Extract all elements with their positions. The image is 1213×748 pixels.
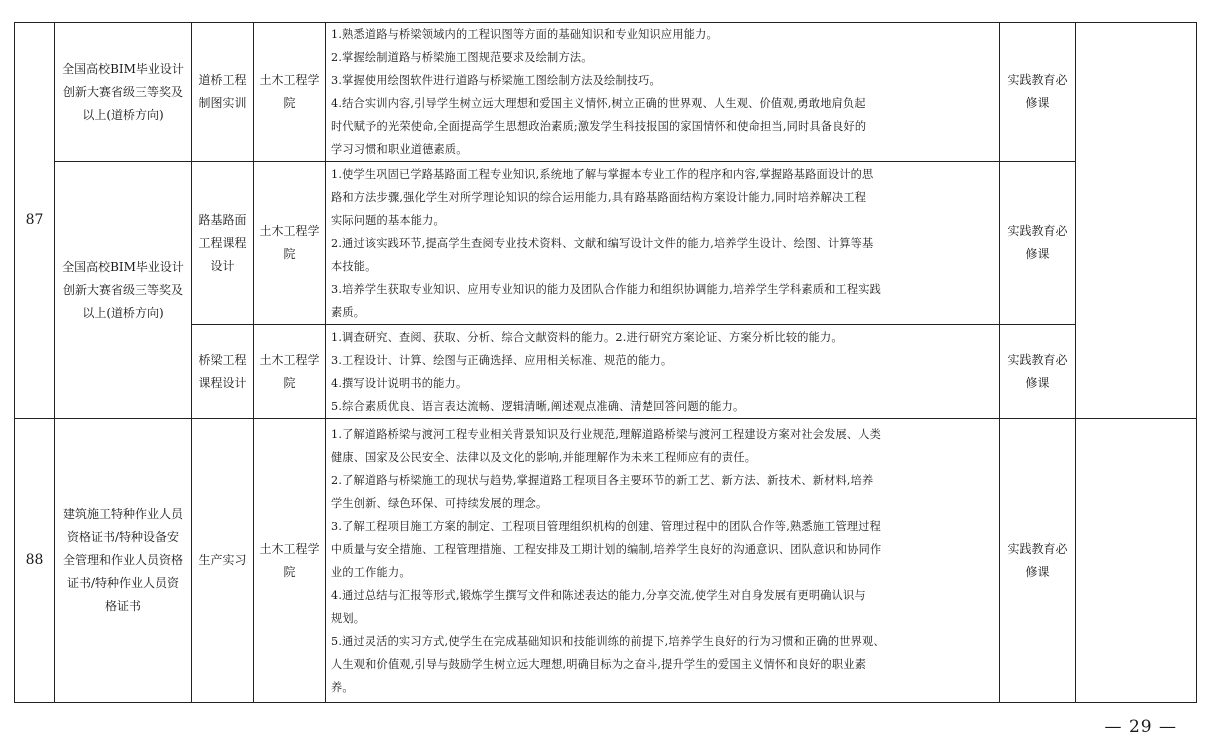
description-line: 时代赋予的光荣使命,全面提高学生思想政治素质;激发学生科技报国的家国情怀和使命担当,同时具备良好的 [331,120,867,133]
description-line: 实际问题的基本能力。 [331,213,445,227]
table-row [15,419,1197,703]
row-number: 87 [15,23,55,419]
description-line: 中质量与安全措施、工程管理措施、工程安排及工期计划的编制,培养学生良好的沟通意识、团队意识和协同作 [331,542,882,556]
certificate-cell: 全国高校BIM毕业设计创新大赛省级三等奖及以上(道桥方向) [55,162,192,419]
page-number: — 29 — [1104,717,1177,737]
course-name: 生产实习 [192,419,254,703]
description-line: 2.通过该实践环节,提高学生查阅专业技术资料、文献和编写设计文件的能力,培养学生设计、绘图、计算等基 [331,236,874,250]
description-line: 1.熟悉道路与桥梁领域内的工程识图等方面的基础知识和专业知识应用能力。 [331,28,718,41]
course-description [326,325,1000,419]
description-line: 5.综合素质优良、语言表达流畅、逻辑清晰,阐述观点准确、清楚回答问题的能力。 [331,399,745,413]
college-cell: 土木工程学院 [254,419,326,703]
course-description [326,23,1000,162]
description-line: 4.通过总结与汇报等形式,锻炼学生撰写文件和陈述表达的能力,分享交流,使学生对自身发展有更明确认识与 [331,588,866,602]
description-line: 1.使学生巩固已学路基路面工程专业知识,系统地了解与掌握本专业工作的程序和内容,掌握路基路面设计的思 [331,167,874,181]
course-name: 桥梁工程课程设计 [192,325,254,419]
course-type: 实践教育必修课 [1000,419,1076,703]
college-cell: 土木工程学院 [254,325,326,419]
description-line: 人生观和价值观,引导与鼓励学生树立远大理想,明确目标为之奋斗,提升学生的爱国主义情怀和良好的职业素 [331,657,867,671]
description-line: 健康、国家及公民安全、法律以及文化的影响,并能理解作为未来工程师应有的责任。 [331,450,757,464]
description-line: 3.了解工程项目施工方案的制定、工程项目管理组织机构的创建、管理过程中的团队合作等,熟悉施工管理过程 [331,519,882,533]
description-line: 4.结合实训内容,引导学生树立远大理想和爱国主义情怀,树立正确的世界观、人生观、价值观,勇敢地肩负起 [331,97,866,110]
table-row [15,162,1197,325]
description-line: 1.调查研究、查阅、获取、分析、综合文献资料的能力。2.进行研究方案论证、方案分析比较的能力。 [331,330,843,344]
description-line: 养。 [331,680,354,694]
description-line: 4.撰写设计说明书的能力。 [331,376,468,390]
description-line: 路和方法步骤,强化学生对所学理论知识的综合运用能力,具有路基路面结构方案设计能力,同时培养解决工程 [331,190,867,204]
row-number: 88 [15,419,55,703]
description-line: 学生创新、绿色环保、可持续发展的理念。 [331,496,548,510]
course-name: 道桥工程制图实训 [192,23,254,162]
description-line: 5.通过灵活的实习方式,使学生在完成基础知识和技能训练的前提下,培养学生良好的行为习惯和正确的世界观、 [331,634,885,648]
course-name: 路基路面工程课程设计 [192,162,254,325]
remarks-cell [1076,23,1197,419]
description-line: 规划。 [331,611,366,625]
course-description [326,419,1000,703]
course-type: 实践教育必修课 [1000,325,1076,419]
certificate-cell: 建筑施工特种作业人员资格证书/特种设备安全管理和作业人员资格证书/特种作业人员资格证书 [55,419,192,703]
description-line: 1.了解道路桥梁与渡河工程专业相关背景知识及行业规范,理解道路桥梁与渡河工程建设方案对社会发展、人类 [331,427,882,441]
description-line: 3.工程设计、计算、绘图与正确选择、应用相关标准、规范的能力。 [331,353,673,367]
description-line: 2.了解道路与桥梁施工的现状与趋势,掌握道路工程项目各主要环节的新工艺、新方法、新技术、新材料,培养 [331,473,874,487]
course-type: 实践教育必修课 [1000,162,1076,325]
description-line: 3.掌握使用绘图软件进行道路与桥梁施工图绘制方法及绘制技巧。 [331,74,661,87]
college-cell: 土木工程学院 [254,162,326,325]
table-row [15,325,1197,419]
description-line: 本技能。 [331,259,377,273]
course-table [14,22,1197,703]
course-type: 实践教育必修课 [1000,23,1076,162]
description-line: 业的工作能力。 [331,565,411,579]
description-line: 3.培养学生获取专业知识、应用专业知识的能力及团队合作能力和组织协调能力,培养学生学科素质和工程实践 [331,282,882,296]
remarks-cell [1076,419,1197,703]
description-line: 2.掌握绘制道路与桥梁施工图规范要求及绘制方法。 [331,51,593,64]
description-line: 学习习惯和职业道德素质。 [331,143,468,156]
description-line: 素质。 [331,305,366,319]
table-row [15,23,1197,162]
course-description [326,162,1000,325]
college-cell: 土木工程学院 [254,23,326,162]
certificate-cell: 全国高校BIM毕业设计创新大赛省级三等奖及以上(道桥方向) [55,23,192,162]
